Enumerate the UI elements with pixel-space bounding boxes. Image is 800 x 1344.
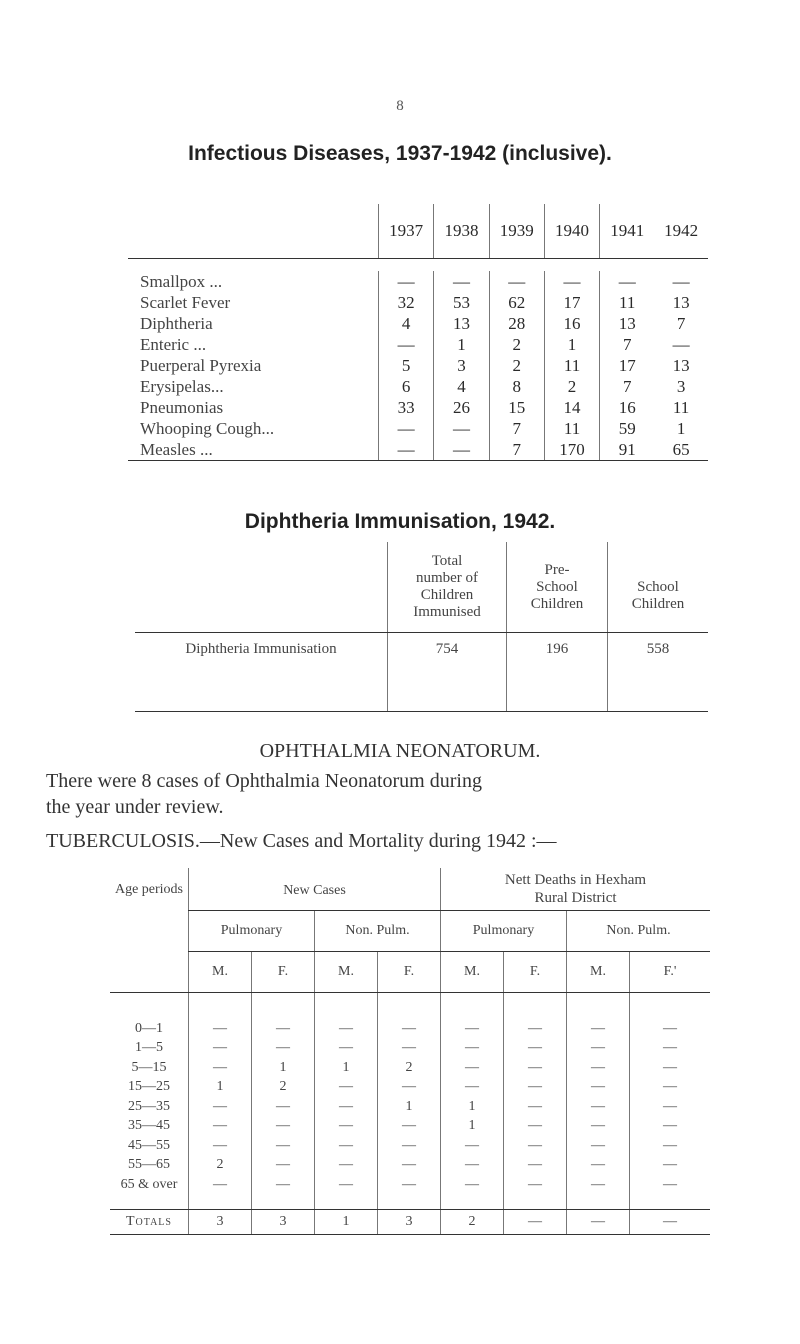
case-count: 14 [544, 397, 599, 418]
age-period: 1—5 [135, 1040, 163, 1056]
spacer-cell [630, 1195, 711, 1210]
case-count: — [630, 1175, 711, 1195]
header-line: Rural District [534, 890, 617, 906]
header-line: Pre- [544, 561, 570, 578]
case-count: 7 [489, 439, 544, 461]
case-count: 2 [544, 376, 599, 397]
sex-header: F.' [630, 952, 711, 993]
totals-label: Totals [110, 1209, 189, 1234]
disease-label: Diphtheria [140, 313, 213, 333]
case-count: — [567, 1058, 630, 1078]
spacer-cell [252, 1195, 315, 1210]
disease-label: Enteric ... [140, 334, 207, 354]
total-count: 3 [252, 1209, 315, 1234]
spacer-cell [504, 1195, 567, 1210]
age-period: 0—1 [135, 1020, 163, 1036]
case-count: 13 [672, 292, 690, 312]
case-count: 16 [600, 397, 655, 418]
case-count: — [378, 1175, 441, 1195]
case-count: — [441, 1175, 504, 1195]
table-row [128, 334, 708, 355]
spacer-cell [315, 1195, 378, 1210]
case-count: — [544, 271, 599, 292]
case-count: — [189, 1117, 252, 1137]
spacer-cell [128, 259, 708, 272]
case-count: 2 [489, 334, 544, 355]
label-header [135, 542, 388, 633]
case-count: — [630, 1019, 711, 1039]
totals-row [110, 1209, 710, 1234]
case-count: — [379, 418, 434, 439]
spacer-cell [567, 993, 630, 1020]
case-count: — [441, 1136, 504, 1156]
table-row [128, 271, 708, 292]
case-count: 1 [676, 418, 686, 438]
ophthalmia-text-line-2: the year under review. [46, 796, 224, 818]
table-row [110, 1039, 710, 1059]
case-count: — [504, 1097, 567, 1117]
table-row [110, 1097, 710, 1117]
preschool-header [507, 542, 608, 633]
case-count: — [504, 1019, 567, 1039]
case-count: — [378, 1117, 441, 1137]
case-count: 7 [600, 376, 655, 397]
table-row [128, 313, 708, 334]
case-count: — [567, 1117, 630, 1137]
case-count: — [504, 1136, 567, 1156]
case-count: — [252, 1097, 315, 1117]
case-count: — [504, 1156, 567, 1176]
new-pulmonary-header: Pulmonary [189, 911, 315, 952]
case-count: 33 [379, 397, 434, 418]
case-count: — [504, 1039, 567, 1059]
table-row [128, 376, 708, 397]
case-count: 1 [441, 1097, 504, 1117]
year-header: 1940 [544, 204, 599, 259]
case-count: 11 [544, 418, 599, 439]
age-period: 45—55 [128, 1137, 170, 1153]
case-count: — [378, 1078, 441, 1098]
case-count: 2 [378, 1058, 441, 1078]
case-count: 3 [676, 376, 686, 396]
infectious-diseases-title: Infectious Diseases, 1937-1942 (inclusive). [188, 142, 612, 165]
header-line: Total [431, 553, 463, 569]
table-header-row [110, 868, 710, 911]
case-count: 13 [434, 313, 489, 334]
header-line: Children [631, 596, 685, 612]
spacer-cell [189, 1195, 252, 1210]
case-count: 11 [600, 292, 655, 313]
table-row [110, 1156, 710, 1176]
disease-label: Measles ... [128, 439, 379, 461]
total-count: — [630, 1209, 711, 1234]
total-value: 754 [388, 633, 507, 712]
table-header-row [128, 204, 708, 259]
case-count: 6 [379, 376, 434, 397]
spacer-row [128, 259, 708, 272]
age-period: 65 & over [120, 1176, 178, 1192]
case-count: — [489, 271, 544, 292]
case-count: — [672, 271, 690, 291]
case-count: 13 [672, 355, 690, 375]
case-count: 1 [189, 1078, 252, 1098]
case-count: — [567, 1175, 630, 1195]
table-header-row [135, 542, 708, 633]
spacer-cell [315, 993, 378, 1020]
ophthalmia-text-line-1: There were 8 cases of Ophthalmia Neonatorum during [46, 770, 482, 792]
age-periods-header: Age periods [110, 868, 189, 993]
case-count: — [189, 1175, 252, 1195]
disease-label: Pneumonias [140, 397, 224, 417]
case-count: 15 [489, 397, 544, 418]
case-count: 2 [252, 1078, 315, 1098]
case-count: — [567, 1097, 630, 1117]
header-line: School [637, 579, 679, 595]
case-count: — [378, 1156, 441, 1176]
row-label: Diphtheria Immunisation [135, 633, 388, 712]
case-count: — [189, 1058, 252, 1078]
case-count: — [504, 1058, 567, 1078]
total-count: — [504, 1209, 567, 1234]
sex-header: M. [441, 952, 504, 993]
case-count: — [315, 1078, 378, 1098]
case-count: — [630, 1136, 711, 1156]
case-count: 7 [489, 418, 544, 439]
spacer-cell [441, 1195, 504, 1210]
disease-label: Puerperal Pyrexia [140, 355, 262, 375]
spacer-cell [189, 993, 252, 1020]
case-count: — [567, 1019, 630, 1039]
spacer-cell [630, 993, 711, 1020]
case-count: 13 [600, 313, 655, 334]
disease-label: Whooping Cough... [140, 418, 275, 438]
case-count: 4 [379, 313, 434, 334]
tuberculosis-intro: TUBERCULOSIS.—New Cases and Mortality during 1942 :— [46, 830, 557, 852]
case-count: — [567, 1156, 630, 1176]
case-count: — [630, 1078, 711, 1098]
school-value: 558 [608, 633, 709, 712]
table-row [110, 1019, 710, 1039]
table-row [135, 633, 708, 712]
case-count: 8 [489, 376, 544, 397]
case-count: — [600, 271, 655, 292]
case-count: — [434, 418, 489, 439]
sex-header: M. [315, 952, 378, 993]
case-count: 4 [434, 376, 489, 397]
case-count: — [567, 1078, 630, 1098]
header-line: Nett Deaths in Hexham [504, 872, 647, 888]
case-count: — [252, 1019, 315, 1039]
case-count: — [630, 1097, 711, 1117]
case-count: — [315, 1156, 378, 1176]
case-count: 2 [489, 355, 544, 376]
table-row [128, 292, 708, 313]
case-count: — [315, 1136, 378, 1156]
case-count: 1 [544, 334, 599, 355]
case-count: — [504, 1078, 567, 1098]
year-header: 1939 [489, 204, 544, 259]
case-count: 3 [434, 355, 489, 376]
case-count: — [315, 1039, 378, 1059]
header-line: Children [530, 595, 584, 612]
spacer-row [110, 993, 710, 1020]
age-period: 35—45 [128, 1118, 170, 1134]
case-count: — [315, 1019, 378, 1039]
case-count: — [672, 334, 690, 354]
spacer-cell [110, 993, 189, 1020]
case-count: — [630, 1039, 711, 1059]
sex-header: M. [567, 952, 630, 993]
deaths-header [441, 868, 711, 911]
case-count: — [378, 1136, 441, 1156]
age-period: 15—25 [128, 1079, 170, 1095]
infectious-diseases-table [128, 204, 708, 461]
total-count: 2 [441, 1209, 504, 1234]
total-count: — [567, 1209, 630, 1234]
case-count: — [315, 1175, 378, 1195]
sex-header: F. [252, 952, 315, 993]
spacer-cell [567, 1195, 630, 1210]
total-immunised-header [388, 542, 507, 633]
table-row [128, 418, 708, 439]
case-count: — [189, 1039, 252, 1059]
age-period: 25—35 [128, 1098, 170, 1114]
case-count: 53 [434, 292, 489, 313]
table-header-row [110, 911, 710, 952]
page-number: 8 [396, 98, 404, 114]
spacer-cell [110, 1195, 189, 1210]
case-count: 1 [441, 1117, 504, 1137]
spacer-cell [252, 993, 315, 1020]
case-count: — [630, 1058, 711, 1078]
sex-header: F. [504, 952, 567, 993]
table-row [110, 1117, 710, 1137]
case-count: 7 [676, 313, 686, 333]
case-count: 59 [600, 418, 655, 439]
case-count: 91 [600, 439, 655, 461]
case-count: — [315, 1117, 378, 1137]
year-header: 1942 [654, 204, 708, 259]
case-count: — [378, 1019, 441, 1039]
total-count: 3 [378, 1209, 441, 1234]
case-count: 17 [600, 355, 655, 376]
new-non-pulm-header: Non. Pulm. [315, 911, 441, 952]
label-header [128, 204, 379, 259]
header-line: Children [420, 587, 474, 603]
spacer-cell [378, 1195, 441, 1210]
case-count: — [441, 1058, 504, 1078]
spacer-cell [441, 993, 504, 1020]
preschool-value: 196 [507, 633, 608, 712]
case-count: — [630, 1117, 711, 1137]
table-row [128, 397, 708, 418]
case-count: — [504, 1175, 567, 1195]
disease-label: Erysipelas... [140, 376, 224, 396]
case-count: 5 [379, 355, 434, 376]
case-count: — [434, 271, 489, 292]
case-count: — [434, 439, 489, 461]
total-count: 3 [189, 1209, 252, 1234]
case-count: 17 [544, 292, 599, 313]
case-count: — [378, 1039, 441, 1059]
sex-header: M. [189, 952, 252, 993]
table-header-row [110, 952, 710, 993]
sex-header: F. [378, 952, 441, 993]
case-count: 7 [600, 334, 655, 355]
header-line: School [536, 578, 578, 595]
case-count: — [630, 1156, 711, 1176]
case-count: 28 [489, 313, 544, 334]
case-count: — [504, 1117, 567, 1137]
table-row [110, 1175, 710, 1195]
case-count: — [567, 1136, 630, 1156]
table-row [128, 439, 708, 461]
case-count: 11 [544, 355, 599, 376]
case-count: — [252, 1039, 315, 1059]
case-count: — [252, 1156, 315, 1176]
ophthalmia-title: OPHTHALMIA NEONATORUM. [259, 740, 541, 762]
immunisation-title: Diphtheria Immunisation, 1942. [244, 510, 556, 533]
table-row [110, 1136, 710, 1156]
table-row [128, 355, 708, 376]
immunisation-table [135, 542, 708, 712]
spacer-row [110, 1195, 710, 1210]
case-count: — [189, 1097, 252, 1117]
age-period: 5—15 [131, 1059, 167, 1075]
case-count: — [441, 1039, 504, 1059]
case-count: — [252, 1136, 315, 1156]
case-count: — [189, 1136, 252, 1156]
school-header [608, 542, 709, 633]
case-count: 26 [434, 397, 489, 418]
table-row [110, 1058, 710, 1078]
case-count: — [441, 1019, 504, 1039]
year-header: 1941 [600, 204, 655, 259]
deaths-pulmonary-header: Pulmonary [441, 911, 567, 952]
tuberculosis-table [110, 868, 710, 1235]
spacer-cell [378, 993, 441, 1020]
case-count: — [315, 1097, 378, 1117]
case-count: — [379, 439, 434, 461]
case-count: 62 [489, 292, 544, 313]
case-count: 32 [379, 292, 434, 313]
total-count: 1 [315, 1209, 378, 1234]
age-period: 55—65 [128, 1157, 170, 1173]
deaths-non-pulm-header: Non. Pulm. [567, 911, 711, 952]
year-header: 1938 [434, 204, 489, 259]
case-count: — [252, 1117, 315, 1137]
disease-label: Smallpox ... [140, 271, 223, 291]
case-count: — [379, 334, 434, 355]
case-count: 16 [544, 313, 599, 334]
case-count: — [252, 1175, 315, 1195]
year-header: 1937 [379, 204, 434, 259]
case-count: — [567, 1039, 630, 1059]
case-count: 1 [378, 1097, 441, 1117]
case-count: 1 [434, 334, 489, 355]
case-count: — [441, 1156, 504, 1176]
case-count: — [441, 1078, 504, 1098]
new-cases-header: New Cases [189, 868, 441, 911]
table-row [110, 1078, 710, 1098]
disease-label: Scarlet Fever [140, 292, 231, 312]
case-count: — [379, 271, 434, 292]
header-line: number of [415, 570, 479, 586]
spacer-cell [504, 993, 567, 1020]
case-count: 65 [654, 439, 708, 461]
header-line: Immunised [413, 604, 481, 620]
case-count: 1 [315, 1058, 378, 1078]
case-count: 170 [544, 439, 599, 461]
case-count: — [189, 1019, 252, 1039]
case-count: 1 [252, 1058, 315, 1078]
case-count: 2 [189, 1156, 252, 1176]
case-count: 11 [672, 397, 690, 417]
